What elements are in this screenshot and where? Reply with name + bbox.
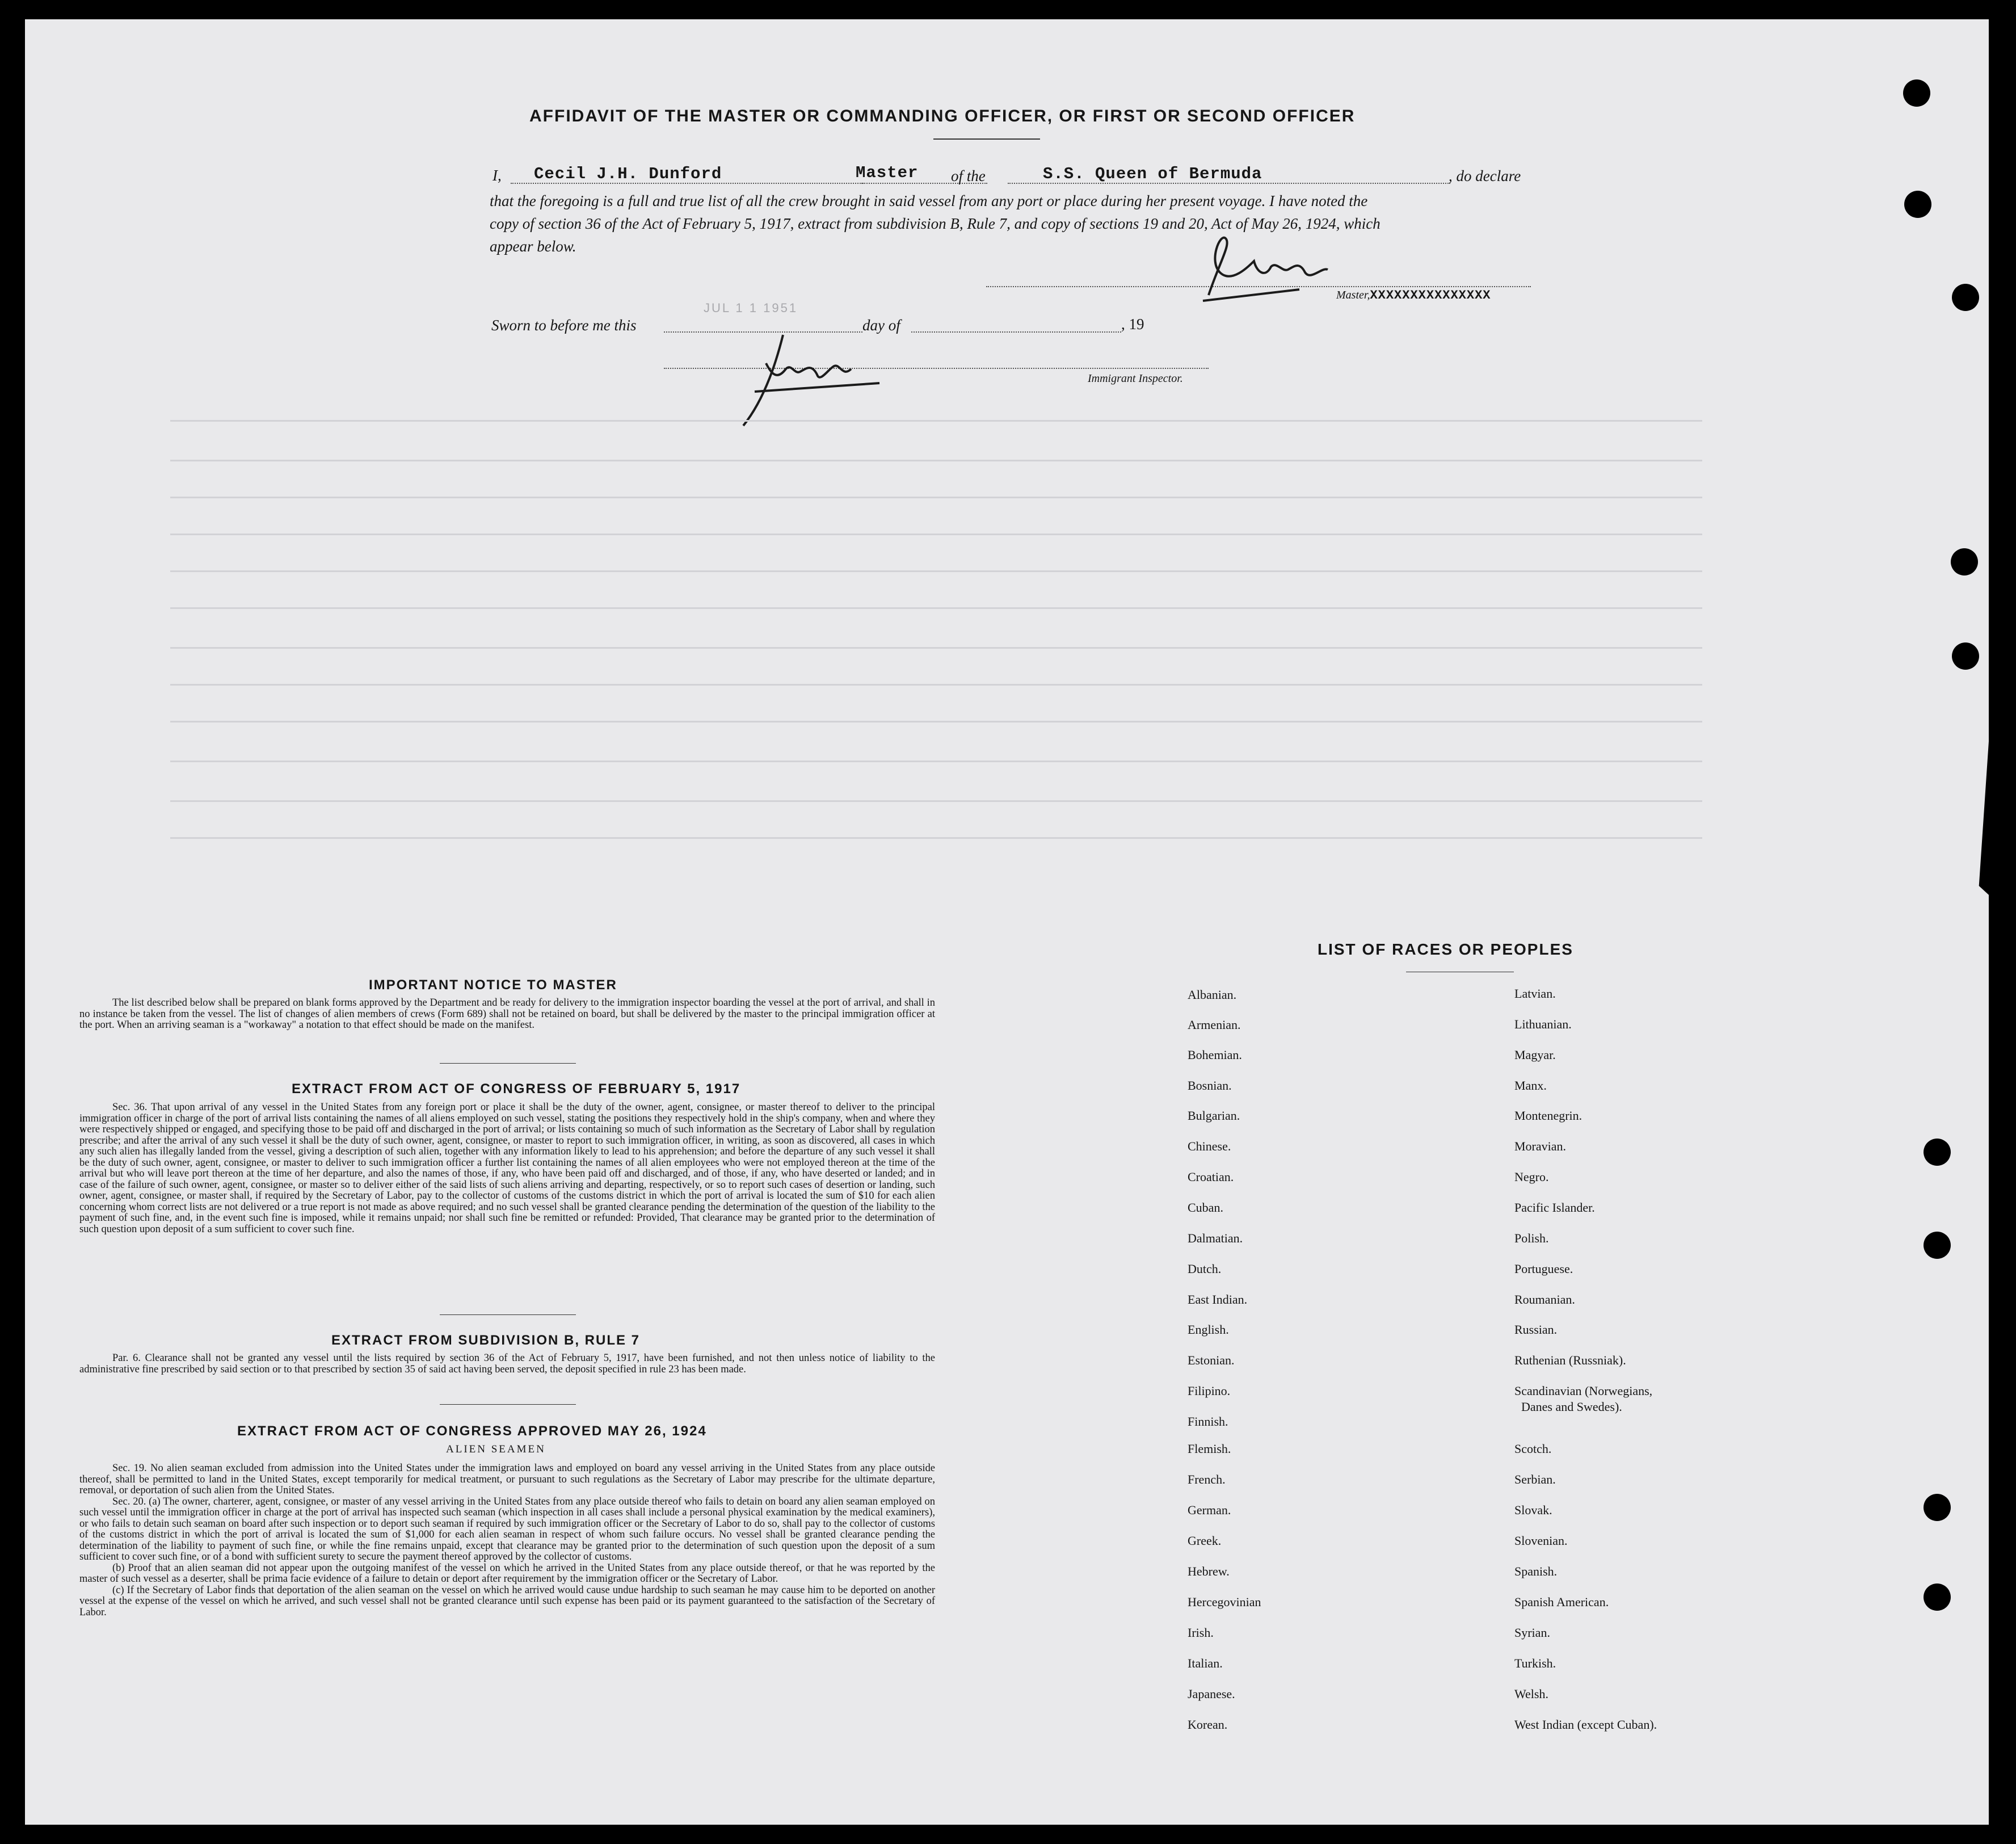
race-item: Japanese. xyxy=(1188,1687,1235,1701)
race-item: Polish. xyxy=(1514,1231,1549,1245)
extract-1924-title: EXTRACT FROM ACT OF CONGRESS APPROVED MAY 26, 1924 xyxy=(237,1423,707,1439)
race-item: West Indian (except Cuban). xyxy=(1514,1717,1657,1732)
race-item: Dalmatian. xyxy=(1188,1231,1243,1245)
race-item: Hebrew. xyxy=(1188,1564,1230,1578)
race-item: Flemish. xyxy=(1188,1442,1231,1456)
race-item: Dutch. xyxy=(1188,1262,1222,1276)
race-item: Turkish. xyxy=(1514,1656,1556,1670)
race-item: Filipino. xyxy=(1188,1384,1231,1398)
race-item: Slovak. xyxy=(1514,1503,1552,1517)
title-divider xyxy=(933,138,1040,140)
notice-body xyxy=(79,998,935,1031)
signature-caption xyxy=(1336,288,1491,303)
race-item: Negro. xyxy=(1514,1170,1549,1184)
race-item: Albanian. xyxy=(1188,988,1237,1002)
race-item: Chinese. xyxy=(1188,1139,1231,1153)
race-item: Greek. xyxy=(1188,1534,1222,1548)
day-of-label: day of xyxy=(862,317,900,334)
punch-hole xyxy=(1924,1139,1951,1166)
race-item: Pacific Islander. xyxy=(1514,1200,1595,1215)
master-signature xyxy=(1186,227,1350,312)
notice-paragraph: The list described below shall be prepared on blank forms approved by the Department and be ready for delivery to the immigration inspector boarding the vessel at the port of arrival, and shall in no instance be taken from the vessel. The list of changes of alien members of crews (Form 689) shall not be retained on board, but shall be delivered by the master to the principal immigration officer at the port. When an arriving seaman is a "workaway" a notation to that effect should be made on the manifest. xyxy=(79,997,935,1031)
master-caption: Master, xyxy=(1336,289,1370,301)
punch-hole xyxy=(1924,1232,1951,1259)
struck-officer-title: XXXXXXXXXXXXXXX xyxy=(1370,288,1491,303)
punch-hole xyxy=(1951,548,1978,576)
race-item: Bohemian. xyxy=(1188,1048,1242,1062)
race-item: Bulgarian. xyxy=(1188,1108,1240,1123)
race-item: Roumanian. xyxy=(1514,1292,1575,1307)
race-item: Italian. xyxy=(1188,1656,1223,1670)
race-item: German. xyxy=(1188,1503,1231,1517)
race-item: Korean. xyxy=(1188,1717,1228,1732)
punch-hole xyxy=(1904,191,1931,218)
affidavit-i: I, xyxy=(493,167,502,184)
race-item: Bosnian. xyxy=(1188,1078,1232,1093)
race-item: Spanish. xyxy=(1514,1564,1558,1578)
punch-hole xyxy=(1952,642,1979,670)
section-19-text: Sec. 19. No alien seaman excluded from admission into the United States under the immigration laws and employed on board any vessel arriving in the United States from any place outside thereof, shall be permitted to land in the United States, except temporarily for medical treatment, or pursuant to such regulations as the Secretary of Labor may prescribe for the ultimate departure, removal, or deportation of such alien from the United States. xyxy=(79,1463,935,1496)
affidavit-line-4: appear below. xyxy=(490,238,576,255)
punch-hole xyxy=(1924,1583,1951,1611)
punch-hole xyxy=(1903,79,1930,107)
race-item: Portuguese. xyxy=(1514,1262,1573,1276)
race-item: Spanish American. xyxy=(1514,1595,1609,1609)
extract-rule7-body xyxy=(79,1353,935,1375)
punch-hole xyxy=(1924,1494,1951,1521)
race-item: Cuban. xyxy=(1188,1200,1223,1215)
punch-hole xyxy=(1952,284,1979,311)
section-20b-text: (b) Proof that an alien seaman did not appear upon the outgoing manifest of the vessel on which he arrived in the United States from any place outside thereof, or that he was reported by the master of such vessel as a deserter, shall be prima facie evidence of a failure to detain or deport after requirement by the immigration officer or the Secretary of Labor. xyxy=(79,1562,935,1585)
divider xyxy=(440,1314,576,1315)
race-item: Irish. xyxy=(1188,1625,1214,1640)
race-item: Montenegrin. xyxy=(1514,1108,1583,1123)
race-item: Hercegovinian xyxy=(1188,1595,1261,1609)
year-label: , 19 xyxy=(1121,316,1144,333)
extract-1917-body xyxy=(79,1102,935,1235)
notice-title: IMPORTANT NOTICE TO MASTER xyxy=(369,977,617,993)
divider xyxy=(440,1063,576,1064)
divider xyxy=(440,1404,576,1405)
race-item: Syrian. xyxy=(1514,1625,1550,1640)
vessel-name: S.S. Queen of Bermuda xyxy=(1043,165,1262,183)
race-item: Croatian. xyxy=(1188,1170,1234,1184)
race-item: Manx. xyxy=(1514,1078,1547,1093)
race-item: Scotch. xyxy=(1514,1442,1552,1456)
sworn-label: Sworn to before me this xyxy=(491,317,637,334)
master-name: Cecil J.H. Dunford xyxy=(534,165,722,183)
of-the-label: of the xyxy=(951,167,986,184)
do-declare-label: , do declare xyxy=(1449,167,1521,184)
race-item: French. xyxy=(1188,1472,1226,1486)
race-item: English. xyxy=(1188,1322,1229,1337)
race-item: Estonian. xyxy=(1188,1353,1235,1367)
affidavit-title: AFFIDAVIT OF THE MASTER OR COMMANDING OFFICER, OR FIRST OR SECOND OFFICER xyxy=(529,107,1356,125)
affidavit-line-3: copy of section 36 of the Act of February 5, 1917, extract from subdivision B, Rule 7, and copy of sections 19 and 20, Act of May 26, 1924, which xyxy=(490,215,1381,232)
race-item: Serbian. xyxy=(1514,1472,1556,1486)
race-item: Moravian. xyxy=(1514,1139,1567,1153)
race-item: Welsh. xyxy=(1514,1687,1548,1701)
race-item: Russian. xyxy=(1514,1322,1558,1337)
extract-1917-title: EXTRACT FROM ACT OF CONGRESS OF FEBRUARY 5, 1917 xyxy=(292,1081,741,1097)
race-item: Scandinavian (Norwegians, xyxy=(1514,1384,1653,1398)
race-item: Finnish. xyxy=(1188,1414,1228,1429)
race-item: Danes and Swedes). xyxy=(1521,1400,1622,1414)
race-item: East Indian. xyxy=(1188,1292,1248,1307)
race-item: Armenian. xyxy=(1188,1018,1241,1032)
affidavit-line-2: that the foregoing is a full and true list of all the crew brought in said vessel from any port or place during her present voyage. I have noted the xyxy=(490,192,1368,209)
section-36-text: Sec. 36. That upon arrival of any vessel in the United States from any foreign port or place it shall be the duty of the owner, agent, consignee, or master thereof to deliver to the principal immigration officer in charge of the port of arrival lists containing the names of all aliens employed on such vessel, stating the positions they respectively hold in the ship's company, when and where they were respectively shipped or engaged, and specifying those to be paid off and discharged in the port of arrival; or lists containing so much of such information as the Secretary of Labor shall by regulation prescribe; and after the arrival of any such vessel it shall be the duty of such owner, agent, consignee, or master to report to such immigration officer, in writing, as soon as discovered, all cases in which any such alien has illegally landed from the vessel, giving a description of such alien, together with any information likely to lead to his apprehension; and before the departure of any such vessel it shall be the duty of such owner, agent, consignee, or master to deliver to such immigration officer a further list containing the names of all alien employees who were not employed thereon at the time of the arrival but who will leave port thereon at the time of her departure, and also the names of those, if any, who have been paid off and discharged, and of those, if any, who have deserted or landed; and in case of the failure of such owner, agent, consignee, or master so to deliver either of the said lists of such aliens arriving and departing, respectively, or so to report such cases of desertion or landing, such owner, agent, consignee, or master shall, if required by the Secretary of Labor, pay to the collector of customs of the customs district in which the port of arrival is located the sum of $10 for each alien concerning whom correct lists are not delivered or a true report is not made as above required; and no such vessel shall be granted clearance pending the determination of the question of the liability to the payment of such fine, and, in the event such fine is imposed, while it remains unpaid; nor shall such fine be remitted or refunded: Provided, That clearance may be granted prior to the determination of such question upon deposit of a sum sufficient to cover such fine. xyxy=(79,1102,935,1235)
extract-1924-body xyxy=(79,1463,935,1618)
race-item: Lithuanian. xyxy=(1514,1017,1572,1031)
officer-rank: Master xyxy=(856,163,919,182)
race-item: Magyar. xyxy=(1514,1048,1556,1062)
race-item: Ruthenian (Russniak). xyxy=(1514,1353,1626,1367)
inspector-caption: Immigrant Inspector. xyxy=(1088,372,1183,385)
alien-seamen-subtitle: ALIEN SEAMEN xyxy=(446,1443,546,1455)
date-stamp: JUL 1 1 1951 xyxy=(704,301,798,315)
race-item: Latvian. xyxy=(1514,986,1556,1001)
sworn-month-line xyxy=(911,331,1121,333)
races-title: LIST OF RACES OR PEOPLES xyxy=(1318,940,1573,958)
paragraph-6-text: Par. 6. Clearance shall not be granted any vessel until the lists required by section 36 of the Act of February 5, 1917, have been furnished, and not then unless notice of liability to the administrative fine prescribed by said section or to that prescribed by section 35 of said act having been served, the deposit specified in rule 23 has been made. xyxy=(79,1352,935,1375)
section-20a-text: Sec. 20. (a) The owner, charterer, agent, consignee, or master of any vessel arriving in the United States from any place outside thereof who fails to detain on board any alien seaman employed on such vessel until the immigration officer in charge at the port of arrival has inspected such seaman (which inspection in all cases shall include a personal physical examination by the medical examiners), or who fails to detain such seaman on board after such inspection or to deport such seaman if required by such immigration officer or the Secretary of Labor to do so, shall pay to the collector of customs of the customs district in which the port of arrival is located the sum of $1,000 for each alien seaman in respect of whom such failure occurs. No vessel shall be granted clearance pending the determination of the liability to payment of such fine, or while the fine remains unpaid, except that clearance may be granted prior to the determination of such question upon the deposit of a sum sufficient to cover such fine, or of a bond with sufficient surety to secure the payment thereof approved by the collector of customs. xyxy=(79,1496,935,1562)
section-20c-text: (c) If the Secretary of Labor finds that deportation of the alien seaman on the vessel on which he arrived would cause undue hardship to such seaman he may cause him to be deported on another vessel at the expense of the vessel on which he arrived, and such vessel shall not be granted clearance until such expense has been paid or its payment guaranteed to the satisfaction of the Secretary of Labor. xyxy=(79,1584,935,1618)
race-item: Slovenian. xyxy=(1514,1534,1568,1548)
extract-rule7-title: EXTRACT FROM SUBDIVISION B, RULE 7 xyxy=(331,1333,641,1348)
